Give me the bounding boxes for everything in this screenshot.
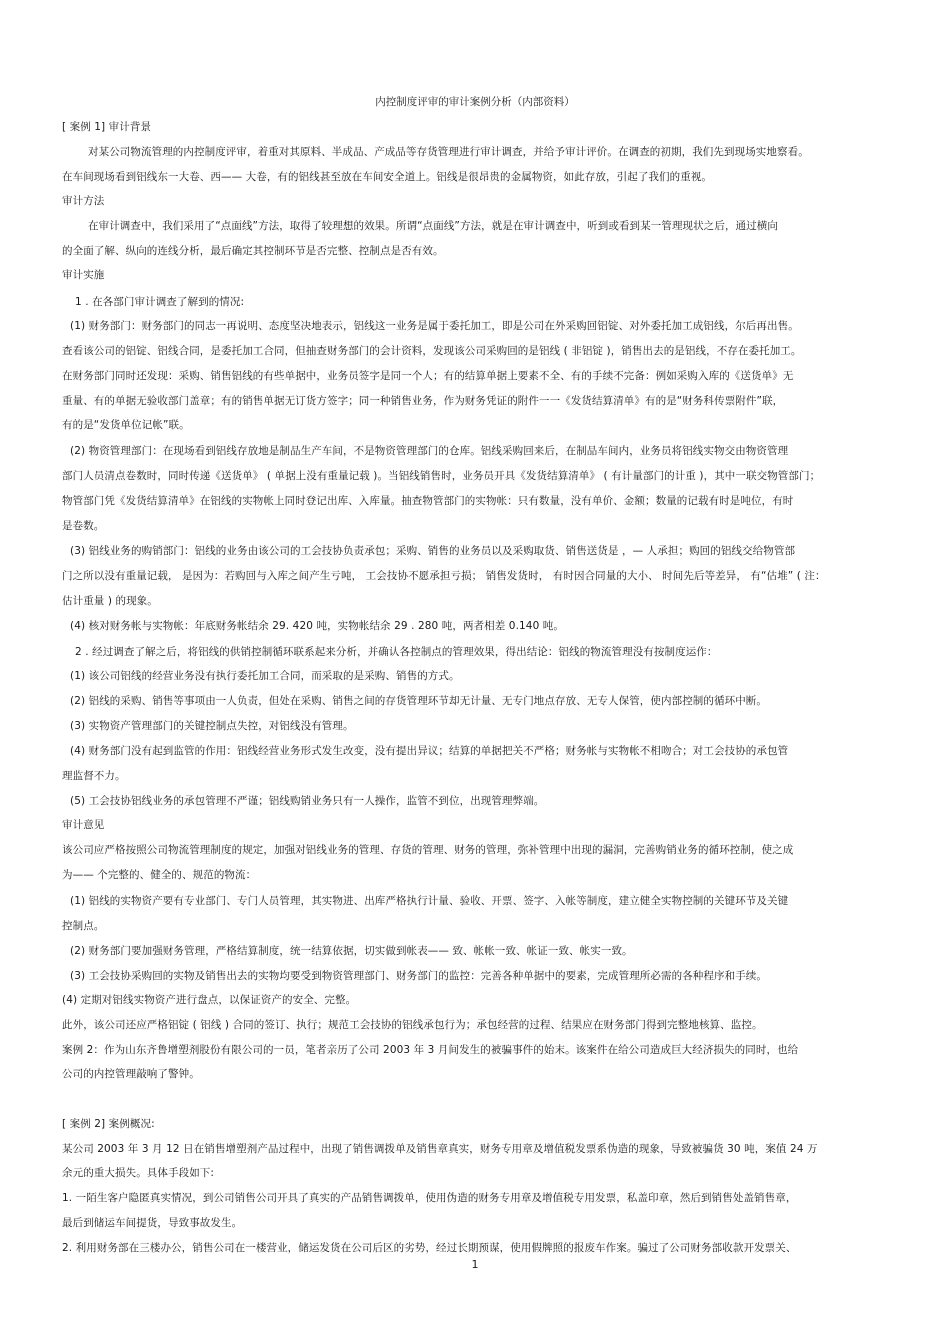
document-title: 内控制度评审的审计案例分析（内部资料） (375, 96, 575, 108)
case2-heading: [ 案例 2] 案例概况: (62, 1118, 155, 1130)
paragraph-line: 在财务部门同时还发现：采购、销售铝线的有些单据中，业务员签字是同一个人；有的结算单据上要素不全、有的手续不完备：例如采购入库的《送货单》无 (62, 370, 794, 382)
list-item: (4) 财务部门没有起到监管的作用：铝线经营业务形式发生改变，没有提出异议；结算的单据把关不严格；财务帐与实物帐不相吻合；对工会技协的承包管 (70, 745, 789, 757)
list-item: (2) 铝线的采购、销售等事项由一人负责，但处在采购、销售之间的存货管理环节却无计量、无专门地点存放、无专人保管，使内部控制的循环中断。 (70, 695, 768, 707)
paragraph-line: 在审计调查中，我们采用了“点面线”方法，取得了较理想的效果。所谓“点面线”方法，就是在审计调查中，听到或看到某一管理现状之后，通过横向 (88, 220, 778, 232)
paragraph-line: 的全面了解、纵向的连线分析，最后确定其控制环节是否完整、控制点是否有效。 (62, 245, 444, 257)
list-item: (4) 定期对铝线实物资产进行盘点，以保证资产的安全、完整。 (62, 994, 357, 1006)
case2-intro: 案例 2：作为山东齐鲁增塑剂股份有限公司的一员，笔者亲历了公司 2003 年 3 月间发生的被骗事件的始末。该案件在给公司造成巨大经济损失的同时，也给 (62, 1044, 799, 1056)
list-item: (4) 核对财务帐与实物帐：年底财务帐结余 29. 420 吨，实物帐结余 29 . 280 吨，两者相差 0.140 吨。 (70, 620, 564, 632)
list-item: (5) 工会技协铝线业务的承包管理不严谨；铝线购销业务只有一人操作，监管不到位，出现管理弊端。 (70, 795, 545, 807)
list-item: (3) 工会技协采购回的实物及销售出去的实物均要受到物资管理部门、财务部门的监控：完善各种单据中的要素，完成管理所必需的各种程序和手续。 (70, 970, 768, 982)
paragraph-line: 最后到储运车间提货，导致事故发生。 (62, 1217, 243, 1229)
paragraph-line: 为—— 个完整的、健全的、规范的物流： (62, 869, 257, 881)
paragraph-line: 某公司 2003 年 3 月 12 日在销售增塑剂产品过程中，出现了销售调拨单及销售章真实，财务专用章及增值税发票系伪造的现象，导致被骗货 30 吨，案值 24 万 (62, 1143, 818, 1155)
list-item: (2) 财务部门要加强财务管理，严格结算制度，统一结算依据，切实做到帐表—— 致、帐帐一致、帐证一致、帐实一致。 (70, 945, 633, 957)
case1-heading: [ 案例 1] 审计背景 (62, 121, 152, 133)
paragraph-line: 在车间现场看到铝线东一大卷、西—— 大卷，有的铝线甚至放在车间安全道上。铝线是很昂贵的金属物资，如此存放，引起了我们的重视。 (62, 171, 713, 183)
paragraph-line: 公司的内控管理敲响了警钟。 (62, 1068, 200, 1080)
list-item: 2. 利用财务部在三楼办公，销售公司在一楼营业，储运发货在公司后区的劣势，经过长期预谋，使用假牌照的报废车作案。骗过了公司财务部收款开发票关、 (62, 1242, 797, 1254)
paragraph-line: 余元的重大损失。具体手段如下: (62, 1167, 215, 1179)
page-number: 1 (471, 1258, 479, 1271)
paragraph-line: 有的是“发货单位记帐”联。 (62, 419, 190, 431)
list-item: 1 . 在各部门审计调查了解到的情况: (75, 296, 245, 308)
paragraph-line: 该公司应严格按照公司物流管理制度的规定，加强对铝线业务的管理、存货的管理、财务的管理，弥补管理中出现的漏洞，完善购销业务的循环控制，使之成 (62, 844, 794, 856)
paragraph-line: 门之所以没有重量记载， 是因为：若购回与入库之间产生亏吨， 工会技协不愿承担亏损； 销售发货时， 有时因合同量的大小、 时间先后等差异， 有“估堆” ( 注： (62, 570, 826, 582)
list-item: (2) 物资管理部门：在现场看到铝线存放地是制品生产车间，不是物资管理部门的仓库。铝线采购回来后，在制品车间内，业务员将铝线实物交由物资管理 (70, 445, 789, 457)
paragraph-line: 此外，该公司还应严格铝锭 ( 铝线 ) 合同的签订、执行；规范工会技协的铝线承包行为；承包经营的过程、结果应在财务部门得到完整地核算、监控。 (62, 1019, 763, 1031)
list-item: 1. 一陌生客户隐匿真实情况，到公司销售公司开具了真实的产品销售调拨单，使用伪造的财务专用章及增值税专用发票，私盖印章，然后到销售处盖销售章， (62, 1192, 797, 1204)
paragraph-line: 对某公司物流管理的内控制度评审，着重对其原料、半成品、产成品等存货管理进行审计调查，并给予审计评价。在调查的初期，我们先到现场实地察看。 (88, 146, 809, 158)
paragraph-line: 理监督不力。 (62, 770, 126, 782)
section-heading-method: 审计方法 (62, 195, 105, 207)
list-item: (1) 该公司铝线的经营业务没有执行委托加工合同，而采取的是采购、销售的方式。 (70, 670, 460, 682)
section-heading-implementation: 审计实施 (62, 269, 105, 281)
paragraph-line: 控制点。 (62, 920, 105, 932)
paragraph-line: 估计重量 ) 的现象。 (62, 595, 158, 607)
paragraph-line: 查看该公司的铝锭、铝线合同，是委托加工合同，但抽查财务部门的会计资料，发现该公司采购回的是铝线 ( 非铝锭 )，销售出去的是铝线，不存在委托加工。 (62, 345, 802, 357)
paragraph-line: 部门人员清点卷数时，同时传递《送货单》 ( 单据上没有重量记载 )。当铝线销售时，业务员开具《发货结算清单》 ( 有计量部门的计重 )，其中一联交物管部门； (62, 470, 821, 482)
list-item: (1) 铝线的实物资产要有专业部门、专门人员管理，其实物进、出库严格执行计量、验收、开票、签字、入帐等制度，建立健全实物控制的关键环节及关键 (70, 895, 789, 907)
paragraph-line: 重量、有的单据无验收部门盖章；有的销售单据无订货方签字；同一种销售业务，作为财务凭证的附件一一《发货结算清单》有的是“财务科传票附件”联， (62, 395, 784, 407)
list-item: 2 . 经过调查了解之后，将铝线的供销控制循环联系起来分析，并确认各控制点的管理效果，得出结论：铝线的物流管理没有按制度运作： (75, 646, 718, 658)
paragraph-line: 是卷数。 (62, 520, 105, 532)
list-item: (1) 财务部门：财务部门的同志一再说明、态度坚决地表示，铝线这一业务是属于委托加工，即是公司在外采购回铝锭、对外委托加工成铝线，尔后再出售。 (70, 320, 799, 332)
section-heading-opinion: 审计意见 (62, 819, 105, 831)
list-item: (3) 铝线业务的购销部门：铝线的业务由该公司的工会技协负责承包；采购、销售的业务员以及采购取货、销售送货是 ，— 人承担；购回的铝线交给物管部 (70, 545, 796, 557)
paragraph-line: 物管部门凭《发货结算清单》在铝线的实物帐上同时登记出库、入库量。抽查物管部门的实物帐：只有数量，没有单价、金额；数量的记载有时是吨位，有时 (62, 495, 794, 507)
list-item: (3) 实物资产管理部门的关键控制点失控，对铝线没有管理。 (70, 720, 354, 732)
